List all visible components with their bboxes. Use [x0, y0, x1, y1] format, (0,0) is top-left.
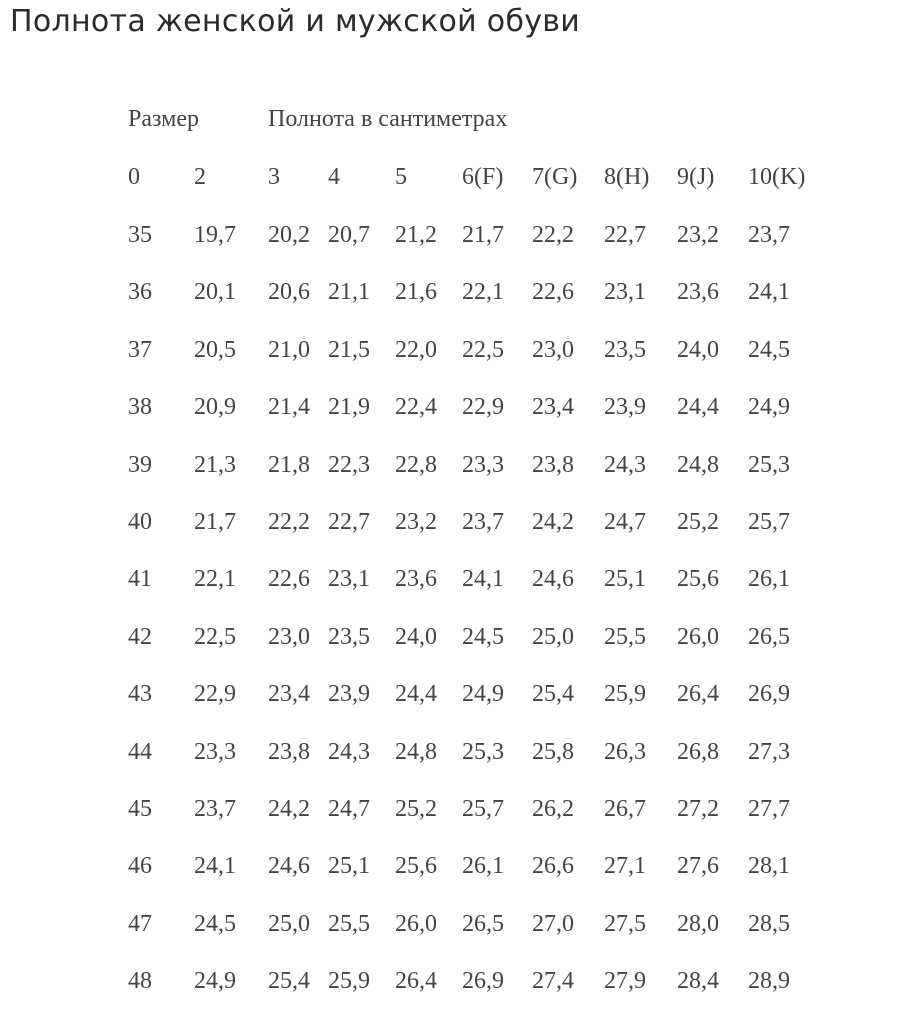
- width-cell: 23,6: [395, 566, 437, 592]
- width-cell: 23,8: [532, 452, 574, 478]
- size-cell: 45: [128, 796, 152, 822]
- width-cell: 23,3: [194, 739, 236, 765]
- column-header: 9(J): [677, 164, 715, 190]
- column-header: 3: [268, 164, 280, 190]
- width-cell: 22,0: [395, 337, 437, 363]
- width-cell: 25,9: [604, 681, 646, 707]
- width-cell: 26,0: [395, 911, 437, 937]
- width-cell: 20,9: [194, 394, 236, 420]
- size-cell: 37: [128, 337, 152, 363]
- width-cell: 22,1: [462, 279, 504, 305]
- width-cell: 24,1: [462, 566, 504, 592]
- width-cell: 23,7: [748, 222, 790, 248]
- width-cell: 21,6: [395, 279, 437, 305]
- width-cell: 27,6: [677, 853, 719, 879]
- width-cell: 25,0: [268, 911, 310, 937]
- width-cell: 27,3: [748, 739, 790, 765]
- width-cell: 19,7: [194, 222, 236, 248]
- width-cell: 25,6: [677, 566, 719, 592]
- page-title: Полнота женской и мужской обуви: [10, 4, 581, 39]
- width-cell: 26,0: [677, 624, 719, 650]
- width-cell: 26,4: [395, 968, 437, 994]
- width-cell: 24,7: [604, 509, 646, 535]
- size-cell: 41: [128, 566, 152, 592]
- width-cell: 21,7: [462, 222, 504, 248]
- width-cell: 24,3: [604, 452, 646, 478]
- width-cell: 25,0: [532, 624, 574, 650]
- width-cell: 24,2: [532, 509, 574, 535]
- width-cell: 21,9: [328, 394, 370, 420]
- column-header: 5: [395, 164, 407, 190]
- width-cell: 23,1: [328, 566, 370, 592]
- column-header: 0: [128, 164, 140, 190]
- width-cell: 23,7: [194, 796, 236, 822]
- width-cell: 24,4: [677, 394, 719, 420]
- width-cell: 27,1: [604, 853, 646, 879]
- size-cell: 40: [128, 509, 152, 535]
- width-cell: 20,7: [328, 222, 370, 248]
- width-cell: 22,8: [395, 452, 437, 478]
- width-cell: 25,2: [395, 796, 437, 822]
- width-cell: 26,1: [748, 566, 790, 592]
- column-header: 2: [194, 164, 206, 190]
- width-cell: 24,7: [328, 796, 370, 822]
- width-cell: 24,3: [328, 739, 370, 765]
- width-cell: 22,1: [194, 566, 236, 592]
- width-cell: 23,3: [462, 452, 504, 478]
- column-header: 4: [328, 164, 340, 190]
- size-cell: 35: [128, 222, 152, 248]
- width-cell: 22,7: [328, 509, 370, 535]
- width-cell: 22,9: [462, 394, 504, 420]
- width-cell: 23,0: [532, 337, 574, 363]
- width-cell: 23,9: [328, 681, 370, 707]
- width-cell: 21,5: [328, 337, 370, 363]
- width-cell: 20,2: [268, 222, 310, 248]
- width-cell: 24,0: [677, 337, 719, 363]
- width-cell: 28,4: [677, 968, 719, 994]
- width-cell: 27,2: [677, 796, 719, 822]
- width-cell: 22,6: [268, 566, 310, 592]
- width-cell: 25,1: [604, 566, 646, 592]
- size-cell: 47: [128, 911, 152, 937]
- width-cell: 24,9: [194, 968, 236, 994]
- size-cell: 46: [128, 853, 152, 879]
- width-cell: 24,2: [268, 796, 310, 822]
- width-cell: 25,3: [748, 452, 790, 478]
- size-cell: 38: [128, 394, 152, 420]
- width-cell: 21,8: [268, 452, 310, 478]
- width-cell: 25,2: [677, 509, 719, 535]
- width-cell: 23,4: [532, 394, 574, 420]
- width-cell: 26,7: [604, 796, 646, 822]
- width-cell: 23,1: [604, 279, 646, 305]
- width-cell: 23,0: [268, 624, 310, 650]
- width-cell: 20,1: [194, 279, 236, 305]
- width-cell: 25,3: [462, 739, 504, 765]
- width-cell: 22,5: [462, 337, 504, 363]
- width-cell: 22,3: [328, 452, 370, 478]
- width-cell: 26,5: [462, 911, 504, 937]
- width-cell: 23,5: [328, 624, 370, 650]
- width-cell: 28,1: [748, 853, 790, 879]
- header-size-label: Размер: [128, 106, 199, 132]
- width-cell: 23,2: [395, 509, 437, 535]
- width-cell: 24,9: [748, 394, 790, 420]
- width-cell: 24,6: [268, 853, 310, 879]
- width-cell: 25,6: [395, 853, 437, 879]
- width-cell: 22,6: [532, 279, 574, 305]
- width-cell: 25,4: [268, 968, 310, 994]
- width-cell: 28,5: [748, 911, 790, 937]
- width-cell: 23,9: [604, 394, 646, 420]
- width-cell: 28,0: [677, 911, 719, 937]
- width-cell: 26,1: [462, 853, 504, 879]
- width-cell: 26,5: [748, 624, 790, 650]
- width-cell: 27,9: [604, 968, 646, 994]
- width-cell: 23,7: [462, 509, 504, 535]
- width-cell: 26,8: [677, 739, 719, 765]
- width-cell: 21,0: [268, 337, 310, 363]
- width-cell: 24,8: [677, 452, 719, 478]
- width-cell: 21,1: [328, 279, 370, 305]
- width-cell: 25,1: [328, 853, 370, 879]
- width-cell: 23,6: [677, 279, 719, 305]
- width-cell: 27,4: [532, 968, 574, 994]
- width-cell: 25,5: [604, 624, 646, 650]
- width-cell: 20,5: [194, 337, 236, 363]
- width-cell: 21,2: [395, 222, 437, 248]
- width-cell: 25,4: [532, 681, 574, 707]
- width-cell: 26,9: [748, 681, 790, 707]
- width-cell: 21,7: [194, 509, 236, 535]
- width-cell: 27,5: [604, 911, 646, 937]
- width-cell: 22,5: [194, 624, 236, 650]
- width-cell: 21,4: [268, 394, 310, 420]
- size-cell: 42: [128, 624, 152, 650]
- width-cell: 25,9: [328, 968, 370, 994]
- width-cell: 24,5: [194, 911, 236, 937]
- width-cell: 27,7: [748, 796, 790, 822]
- width-cell: 25,5: [328, 911, 370, 937]
- width-cell: 22,2: [268, 509, 310, 535]
- width-cell: 24,5: [462, 624, 504, 650]
- width-cell: 27,0: [532, 911, 574, 937]
- column-header: 6(F): [462, 164, 504, 190]
- width-cell: 22,9: [194, 681, 236, 707]
- width-cell: 24,0: [395, 624, 437, 650]
- width-cell: 24,9: [462, 681, 504, 707]
- column-header: 7(G): [532, 164, 578, 190]
- width-cell: 21,3: [194, 452, 236, 478]
- width-cell: 25,7: [748, 509, 790, 535]
- column-header: 10(K): [748, 164, 806, 190]
- width-cell: 26,6: [532, 853, 574, 879]
- width-cell: 23,4: [268, 681, 310, 707]
- width-cell: 22,7: [604, 222, 646, 248]
- width-cell: 24,1: [748, 279, 790, 305]
- width-cell: 25,8: [532, 739, 574, 765]
- column-header: 8(H): [604, 164, 650, 190]
- size-cell: 44: [128, 739, 152, 765]
- width-cell: 22,2: [532, 222, 574, 248]
- width-cell: 26,2: [532, 796, 574, 822]
- width-cell: 28,9: [748, 968, 790, 994]
- width-cell: 26,4: [677, 681, 719, 707]
- width-cell: 26,9: [462, 968, 504, 994]
- width-cell: 20,6: [268, 279, 310, 305]
- width-cell: 23,2: [677, 222, 719, 248]
- width-cell: 24,6: [532, 566, 574, 592]
- size-cell: 48: [128, 968, 152, 994]
- size-cell: 39: [128, 452, 152, 478]
- width-cell: 24,5: [748, 337, 790, 363]
- width-cell: 24,4: [395, 681, 437, 707]
- width-cell: 24,8: [395, 739, 437, 765]
- size-cell: 36: [128, 279, 152, 305]
- width-cell: 25,7: [462, 796, 504, 822]
- width-cell: 26,3: [604, 739, 646, 765]
- width-cell: 23,8: [268, 739, 310, 765]
- width-cell: 24,1: [194, 853, 236, 879]
- width-cell: 22,4: [395, 394, 437, 420]
- header-width-label: Полнота в сантиметрах: [268, 106, 508, 132]
- width-cell: 23,5: [604, 337, 646, 363]
- size-cell: 43: [128, 681, 152, 707]
